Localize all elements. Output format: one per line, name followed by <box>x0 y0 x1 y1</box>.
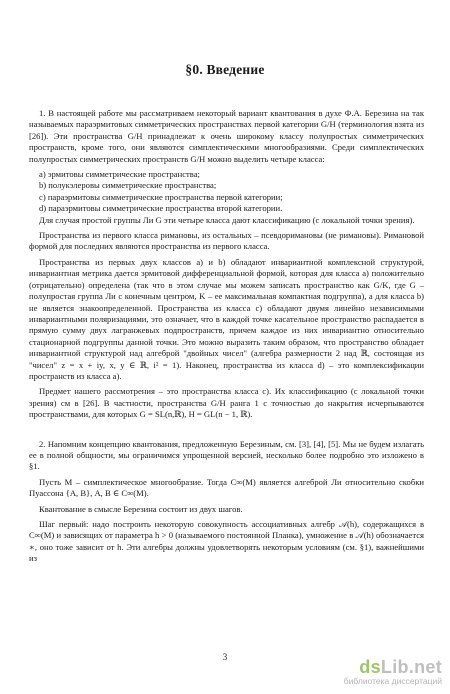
list-item: d) параэрмитовы симметрические пространства второй категории. <box>39 203 283 214</box>
page-number: 3 <box>222 652 228 662</box>
paragraph-riemannian: Пространства из первого класса римановы, из остальных – псевдоримановы (не римановы). Римановой формой для последних являются пространства из первого класса. <box>29 230 424 252</box>
watermark-logo <box>344 658 442 676</box>
watermark-logo-rest: Lib.net <box>380 657 442 677</box>
paragraph-intro: 1. В настоящей работе мы рассматриваем некоторый вариант квантования в духе Ф.А. Березина на так называемых параэрмитовых симметрических пространствах первой категории G/H (терминология взята из [26]). Эти пространства G/H принадлежат к очень широкому классу полупростых симметрических пространств, кроме того, они являются симплектическими многообразиями. Среди симплектических полупростых симметрических пространств G/H можно выделить четыре класса: <box>29 108 424 164</box>
list-item: b) полукэлеровы симметрические пространства; <box>39 180 217 191</box>
section-title: §0. Введение <box>185 62 265 77</box>
class-list <box>29 169 424 215</box>
paragraph-classes-ab: Пространства из первых двух классов a) и b) обладают инвариантной комплексной структурой, инвариантная метрика дается эрмитовой дифференциальной формой, которая для класса a) положительно (отрицательно) определена (так что в этом случае мы можем записать пространство как G/K, где G – полупростая группа Ли с конечным центром, K – ее максимальная компактная подгруппа), а для класса b) не является знакоопределенной. Пространства из класса c) обладают двумя линейно независимыми инвариантными поляризациями, это означает, что в каждой точке касательное пространство распадается в прямую сумму двух лагранжевых подпространств, причем каждое из них инвариантно относительно стационарной подгруппы данной точки. Это можно выразить таким образом, что пространство обладает инвариантной структурой над алгеброй "двойных чисел" (алгебра размерности 2 над ℝ, состоящая из "чисел" z = x + iy, x, y ∈ ℝ, i² = 1). Наконец, пространства из класса d) – это комплексификации пространств из класса a). <box>29 256 424 381</box>
paragraph-step-one: Шаг первый: надо построить некоторую совокупность ассоциативных алгебр 𝒜(h), содержащихся в C∞(M) и зависящих от параметра h > 0 (называемого постоянной Планка), умножение в 𝒜(h) обозначается ∗, оно тоже зависит от h. Эти алгебры должны удовлетворять некоторым условиям (см. §1), важнейшими из <box>29 519 424 564</box>
list-item: a) эрмитовы симметрические пространства; <box>39 169 200 180</box>
list-item: c) параэрмитовы симметрические пространства первой категории; <box>39 191 283 202</box>
paragraph-simple-group: Для случая простой группы Ли G эти четыре класса дают классификацию (с локальной точки зрения). <box>39 214 415 225</box>
watermark-logo-prefix: ds <box>359 657 381 677</box>
paragraph-two-steps: Квантование в смысле Березина состоит из двух шагов. <box>39 503 243 514</box>
watermark-subtitle: библиотека диссертаций <box>343 676 442 686</box>
document-body <box>29 108 424 569</box>
paragraph-symplectic: Пусть M – симплектическое многообразие. Тогда C∞(M) является алгеброй Ли относительно скобки Пуассона {A, B}, A, B ∈ C∞(M). <box>29 476 424 499</box>
paragraph-subject: Предмет нашего рассмотрения – это пространства класса c). Их классификацию (с локальной точки зрения) см в [26]. В частности, пространства G/H ранга 1 с точностью до накрытия исчерпываются пространствами, для которых G = SL(n,ℝ), H = GL(n − 1, ℝ). <box>29 386 424 420</box>
watermark <box>344 658 442 687</box>
paragraph-berezin: 2. Напомним концепцию квантования, предложенную Березиным, см. [3], [4], [5]. Мы не будем излагать ее в полной общности, мы ограничимся упрощенной версией, несколько более подробно это изложено в §1. <box>29 438 424 472</box>
